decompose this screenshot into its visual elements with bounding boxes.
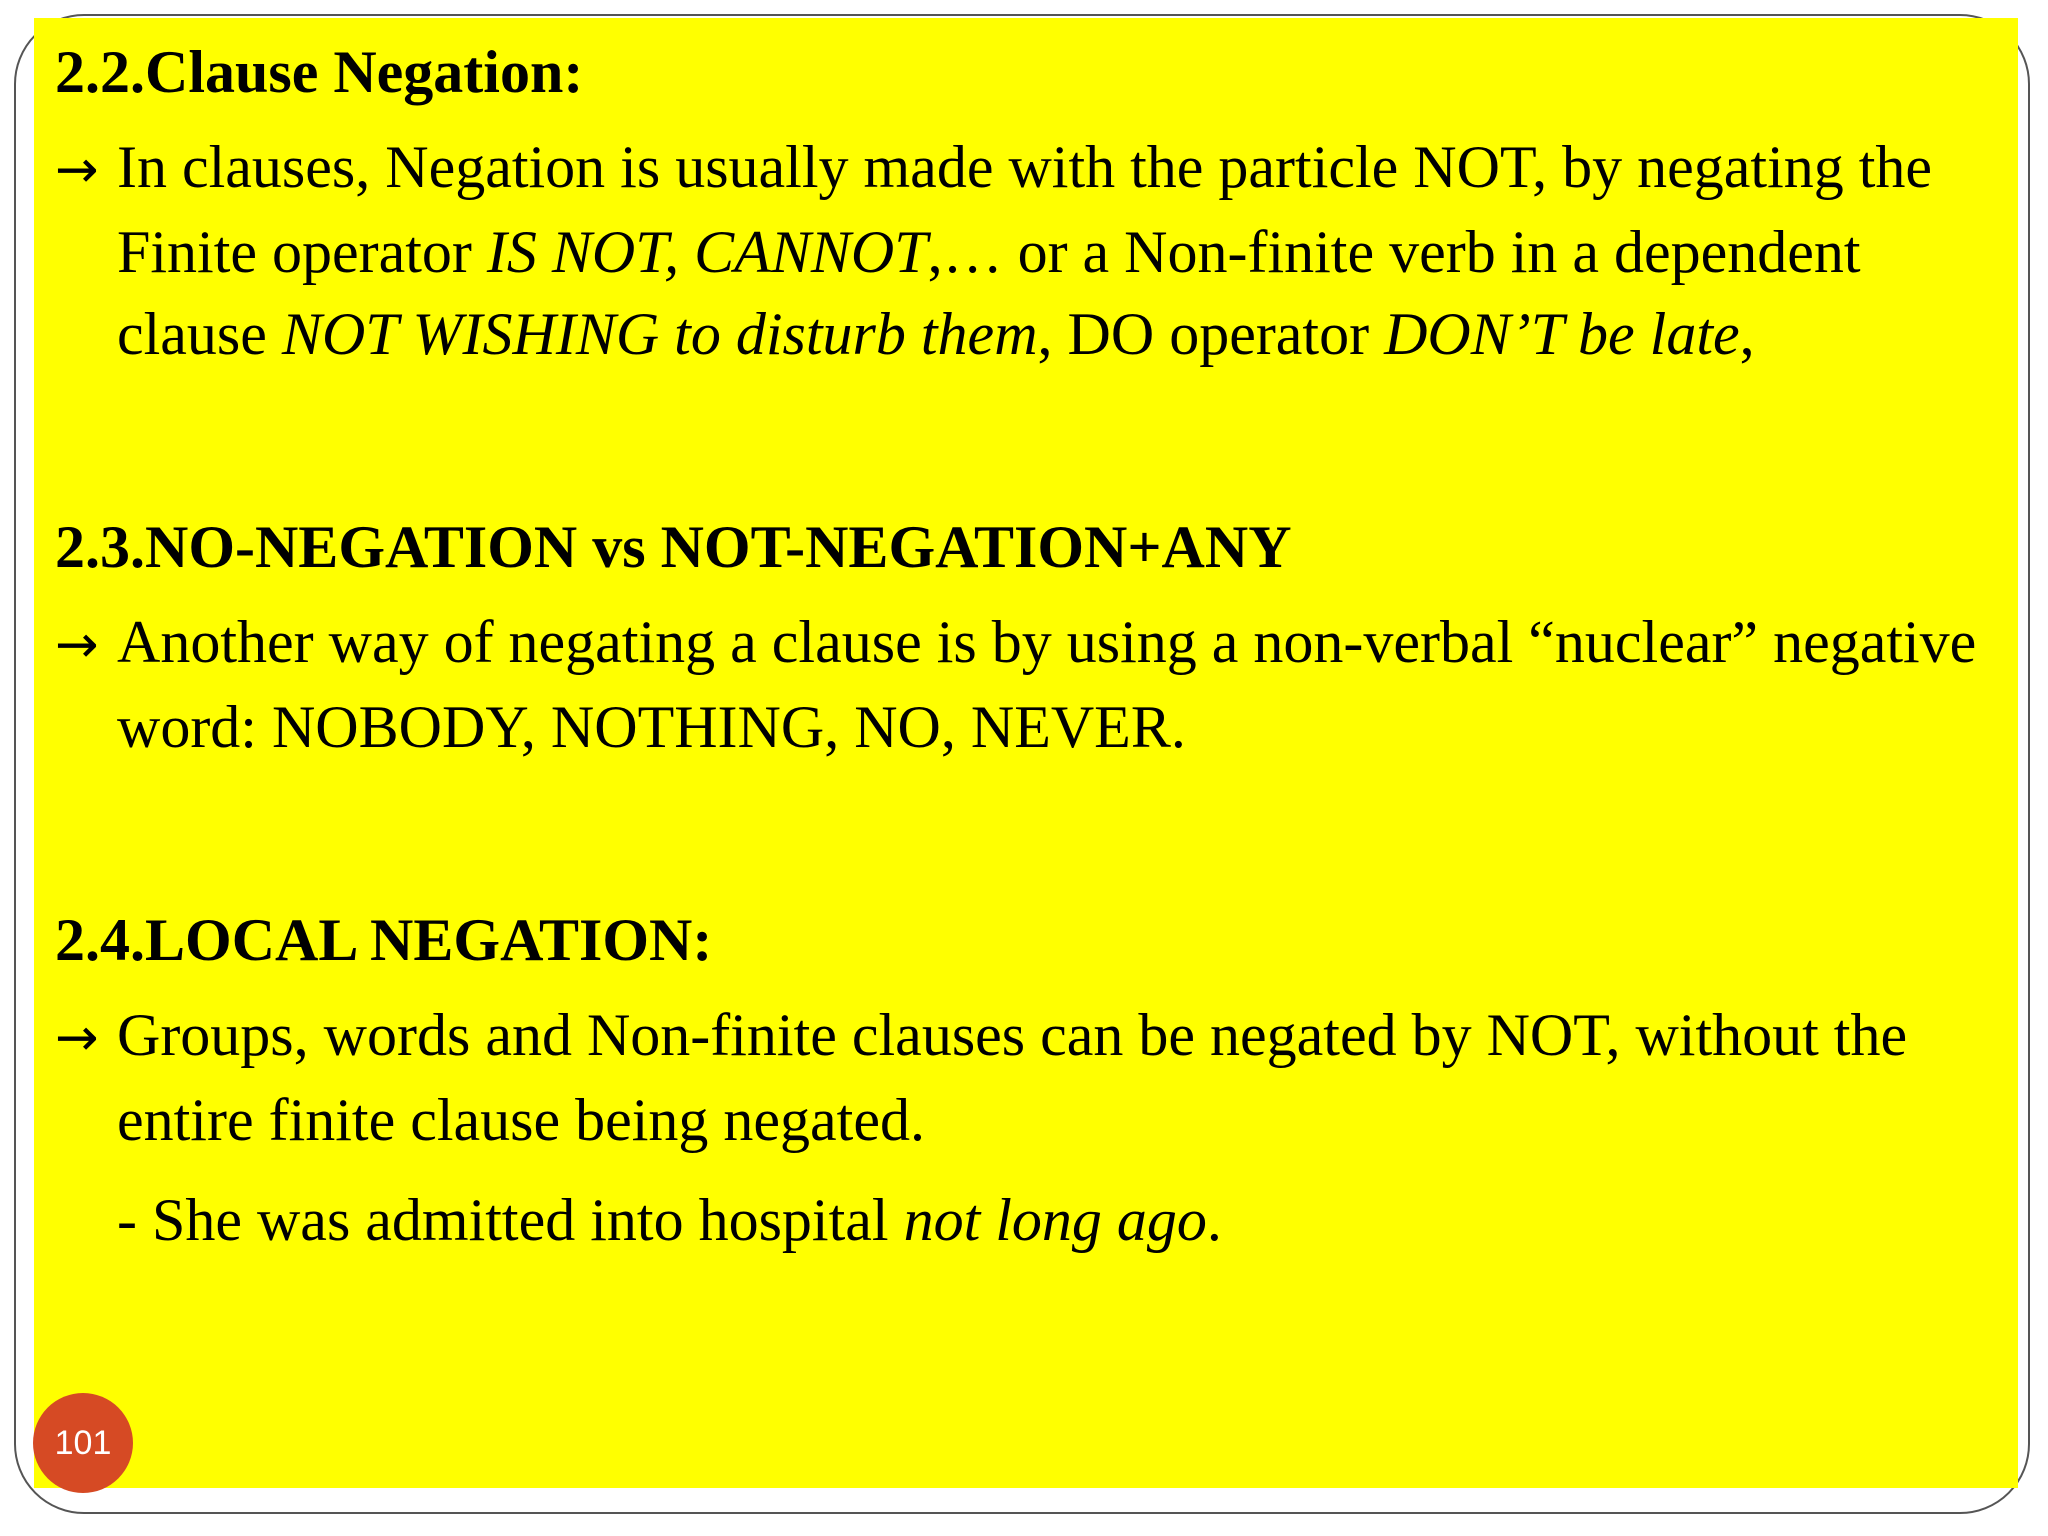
text-run: , xyxy=(1739,301,1755,367)
section-heading-local-negation: 2.4.LOCAL NEGATION: xyxy=(55,907,713,973)
no-negation-paragraph xyxy=(55,601,2005,768)
local-negation-paragraph xyxy=(55,994,2005,1161)
right-arrow-icon: → xyxy=(55,1008,99,1068)
text-run: ,… or a Non-finite verb in a dependent clause xyxy=(117,219,1861,367)
italic-example: not long ago xyxy=(903,1187,1207,1253)
example-sentence xyxy=(117,1179,2005,1261)
text-run: . xyxy=(1206,1187,1222,1253)
text-run: In clauses, Negation is usually made with the particle NOT, by negating the Finite operator xyxy=(117,134,1933,285)
section-heading-clause-negation: 2.2.Clause Negation: xyxy=(55,39,584,105)
text-run: , DO operator xyxy=(1037,301,1385,367)
text-run: Groups, words and Non-finite clauses can be negated by NOT, without the entire finite clause being negated. xyxy=(117,1002,1908,1153)
text-run: Another way of negating a clause is by using a non-verbal “nuclear” negative word: NOBODY, NOTHING, NO, NEVER. xyxy=(117,609,1977,760)
slide-content xyxy=(55,28,2005,1261)
italic-example: IS NOT, CANNOT xyxy=(486,219,928,285)
right-arrow-icon: → xyxy=(55,615,99,675)
section-heading-no-vs-not-negation: 2.3.NO-NEGATION vs NOT-NEGATION+ANY xyxy=(55,514,1292,580)
right-arrow-icon: → xyxy=(55,140,99,200)
italic-example: DON’T be late xyxy=(1384,301,1740,367)
italic-example: NOT WISHING to disturb them xyxy=(281,301,1038,367)
page-number-badge: 101 xyxy=(33,1393,133,1493)
text-run: - She was admitted into hospital xyxy=(117,1187,904,1253)
clause-negation-paragraph xyxy=(55,126,2005,375)
